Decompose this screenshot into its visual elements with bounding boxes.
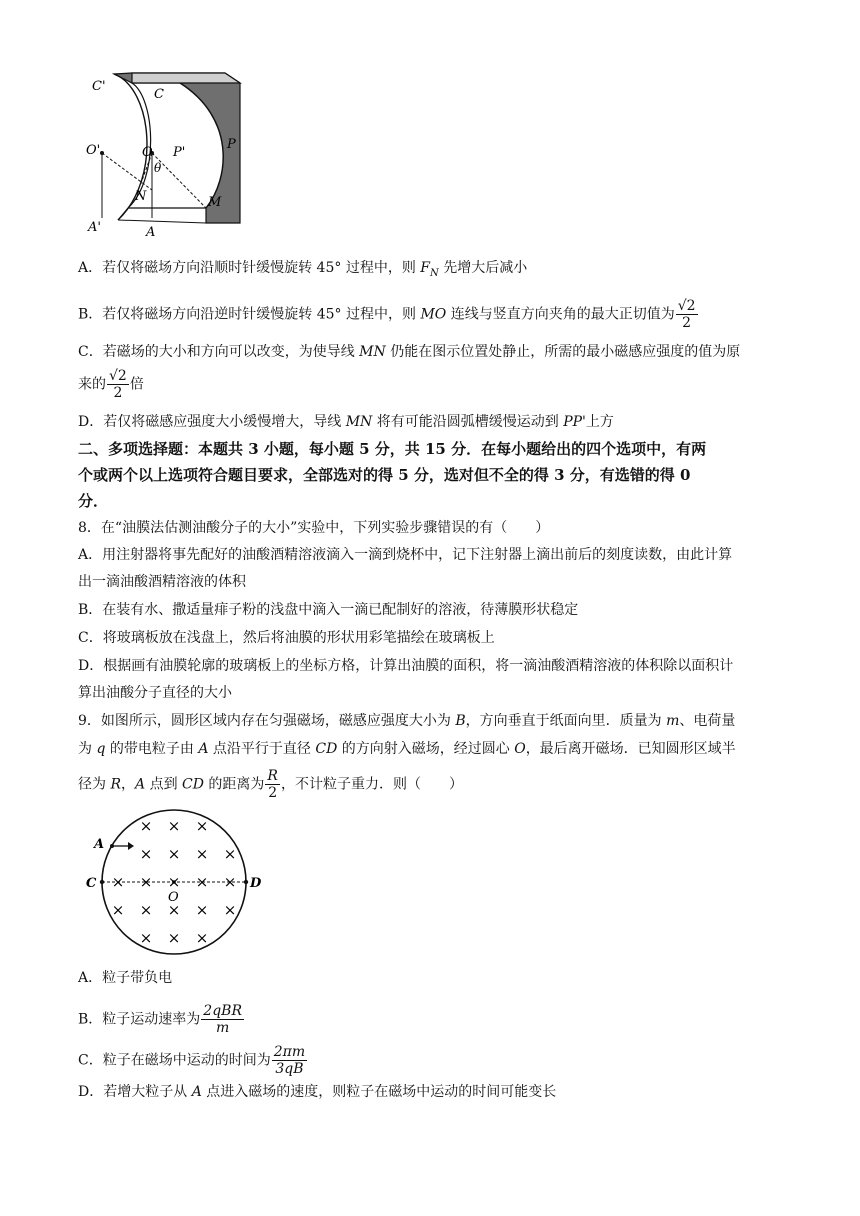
field-cross-mark: ×	[167, 901, 181, 919]
q8-option-a-line1: A．用注射器将事先配好的油酸酒精溶液滴入一滴到烧杯中，记下注射器上滴出前后的刻度读数，由此计算	[78, 547, 733, 563]
field-cross-mark: ×	[139, 901, 153, 919]
fraction-sqrt2-over-2-c: $\frac{√2}{2}$	[109, 368, 127, 401]
q8-option-c: C．将玻璃板放在浅盘上，然后将油膜的形状用彩笔描绘在玻璃板上	[78, 630, 495, 646]
field-cross-mark: ×	[139, 845, 153, 863]
section2-heading-line3: 分．	[78, 492, 109, 510]
q8-option-a-line2: 出一滴油酸酒精溶液的体积	[78, 574, 246, 590]
field-cross-mark: ×	[167, 845, 181, 863]
label-c: C	[154, 87, 164, 102]
section2-heading-line2: 个或两个以上选项符合题目要求，全部选对的得 5 分，选对但不全的得 3 分，有选错的得 0	[78, 466, 691, 484]
fraction-2pim-over-3qb: $\frac{2\pi m}{3qB}$	[273, 1044, 306, 1077]
q7-option-c-line1: C．若磁场的大小和方向可以改变，为使导线 MN 仍能在图示位置处静止，所需的最小磁感应强度的值为原	[78, 344, 741, 360]
label-m: M	[208, 195, 222, 210]
q9-option-d: D．若增大粒子从 A 点进入磁场的速度，则粒子在磁场中运动的时间可能变长	[78, 1084, 557, 1100]
q7-option-d: D．若仅将磁感应强度大小缓慢增大，导线 MN 将有可能沿圆弧槽缓慢运动到 PP'上方	[78, 414, 614, 430]
field-cross-mark: ×	[195, 901, 209, 919]
field-cross-mark: ×	[139, 873, 153, 891]
field-cross-mark: ×	[167, 817, 181, 835]
field-cross-mark: ×	[167, 873, 181, 891]
label-o: O	[142, 145, 153, 160]
field-cross-mark: ×	[223, 873, 237, 891]
q9-option-b: B．粒子运动速率为 $\frac{\text{2qBR}}{m}$	[78, 1003, 242, 1036]
field-cross-mark: ×	[139, 817, 153, 835]
field-cross-mark: ×	[167, 929, 181, 947]
field-cross-mark: ×	[223, 845, 237, 863]
field-cross-mark: ×	[111, 873, 125, 891]
fraction-r-over-2: $\frac{R}{2}$	[267, 768, 278, 801]
field-cross-mark: ×	[195, 929, 209, 947]
label-o-prime: O'	[86, 143, 101, 158]
label-p: P	[227, 137, 236, 152]
q7-option-c-line2: 来的 $\frac{√2}{2}$ 倍	[78, 368, 144, 401]
q7-option-a: A．若仅将磁场方向沿顺时针缓慢旋转 45° 过程中，则 $F_N$ 先增大后减小	[78, 260, 528, 279]
q8-stem: 8．在“油膜法估测油酸分子的大小”实验中，下列实验步骤错误的有（ ）	[78, 520, 550, 536]
label-d-point: D	[250, 876, 262, 891]
q9-option-c: C．粒子在磁场中运动的时间为 $\frac{2\pi m}{3qB}$	[78, 1044, 306, 1077]
q7-option-b: B．若仅将磁场方向沿逆时针缓慢旋转 45° 过程中，则 MO 连线与竖直方向夹角的最大正切值为 $\frac{√2}{2}$	[78, 298, 696, 331]
field-cross-mark: ×	[223, 901, 237, 919]
q9-stem-line3: 径为 R，A 点到 CD 的距离为 $\frac{R}{2}$ ，不计粒子重力．则（ ）	[78, 768, 463, 801]
magnetic-circle-figure	[84, 806, 274, 966]
field-cross-mark: ×	[139, 929, 153, 947]
label-n: N	[135, 189, 147, 204]
label-c-point: C	[86, 876, 97, 891]
label-a-point: A	[94, 837, 105, 852]
q8-option-b: B．在装有水、撒适量痱子粉的浅盘中滴入一滴已配制好的溶液，待薄膜形状稳定	[78, 602, 579, 618]
rail-magnet-figure	[80, 68, 255, 243]
q9-stem-line2: 为 q 的带电粒子由 A 点沿平行于直径 CD 的方向射入磁场，经过圆心 O，最后离开磁场．已知圆形区域半	[78, 741, 736, 757]
q9-stem-line1: 9．如图所示，圆形区域内存在匀强磁场，磁感应强度大小为 B，方向垂直于纸面向里．质量为 m、电荷量	[78, 713, 736, 729]
field-cross-mark: ×	[195, 845, 209, 863]
fraction-2qbr-over-m: $\frac{\text{2qBR}}{m}$	[203, 1003, 242, 1036]
field-cross-mark: ×	[195, 817, 209, 835]
q9-option-a: A．粒子带负电	[78, 970, 173, 986]
label-o-point: O	[168, 890, 179, 905]
label-a-prime: A'	[88, 220, 101, 235]
label-c-prime: C'	[92, 79, 106, 94]
label-a: A	[146, 225, 156, 240]
fraction-sqrt2-over-2: $\frac{√2}{2}$	[677, 298, 696, 331]
field-cross-mark: ×	[195, 873, 209, 891]
label-theta: θ	[154, 161, 162, 175]
section2-heading-line1: 二、多项选择题：本题共 3 小题，每小题 5 分，共 15 分．在每小题给出的四个选项中，有两	[78, 440, 707, 458]
label-p-prime: P'	[173, 145, 186, 160]
field-cross-mark: ×	[111, 901, 125, 919]
q8-option-d-line1: D．根据画有油膜轮廓的玻璃板上的坐标方格，计算出油膜的面积，将一滴油酸酒精溶液的体积除以面积计	[78, 658, 734, 674]
q8-option-d-line2: 算出油酸分子直径的大小	[78, 685, 232, 701]
